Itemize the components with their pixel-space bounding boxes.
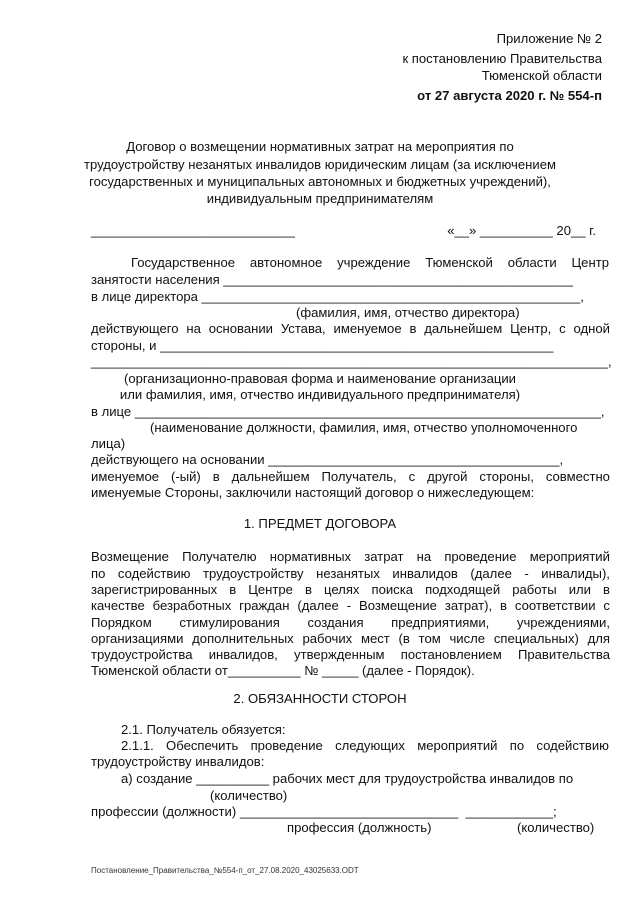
text-line: Тюменской области от__________ № _____ (далее - Порядок). [91, 663, 475, 678]
word: 2.1.1. [121, 738, 154, 753]
justified-line [91, 469, 610, 485]
field-caption: (фамилия, имя, отчество директора) [296, 305, 520, 320]
field-caption: (наименование должности, фамилия, имя, отчество уполномоченного [150, 420, 578, 435]
contract-title-line: Договор о возмещении нормативных затрат на мероприятия по [126, 139, 514, 154]
text-line: а) создание __________ рабочих мест для трудоустройства инвалидов по [121, 771, 574, 786]
justified-line [91, 647, 610, 663]
word: стороны, [479, 469, 534, 484]
contract-date: «__» __________ 20__ г. [447, 223, 596, 238]
word: мероприятий [529, 549, 610, 564]
word: - [346, 598, 352, 613]
word: дополнительных [192, 631, 294, 646]
text-line: занятости населения ________________________________________________ [91, 272, 573, 287]
word: содействию [536, 738, 609, 753]
word: инвалидов, [208, 647, 278, 662]
word: Порядком [91, 615, 152, 630]
word: или [568, 582, 591, 597]
word: с [603, 598, 610, 613]
justified-line [131, 255, 609, 271]
word: дальнейшем [231, 469, 310, 484]
word: Устава, [280, 321, 326, 336]
word: Получатель, [321, 469, 397, 484]
word: зарегистрированных [91, 582, 218, 597]
word: в [304, 582, 312, 597]
contract-title-line: индивидуальным предпринимателям [206, 191, 434, 206]
word: инвалидов [392, 566, 458, 581]
word: граждан [239, 598, 290, 613]
field-caption: (количество) [210, 788, 288, 803]
word: Центр, [510, 321, 552, 336]
word: том [418, 631, 441, 646]
word: на [416, 549, 432, 564]
field-caption: или фамилия, имя, отчество индивидуального предпринимателя) [119, 387, 521, 402]
word: мероприятий [417, 738, 498, 753]
word: постановлением [400, 647, 502, 662]
justified-line [91, 582, 610, 598]
word: в [409, 321, 417, 336]
text-line: действующего на основании ________________________________________, [91, 452, 564, 467]
word: качестве [91, 598, 145, 613]
word: Возмещение [359, 598, 437, 613]
word: создания [307, 615, 364, 630]
field-caption: лица) [91, 436, 126, 451]
word: другой [427, 469, 468, 484]
word: содействию [117, 566, 191, 581]
appendix-number: Приложение № 2 [496, 31, 602, 46]
justified-line [121, 738, 609, 754]
word: автономное [249, 255, 323, 270]
word: Тюменской [425, 255, 493, 270]
justified-line [91, 615, 610, 631]
field-caption: (организационно-правовая форма и наименование организации [124, 371, 516, 386]
word: Центр [571, 255, 609, 270]
section-heading: 2. ОБЯЗАННОСТИ СТОРОН [233, 691, 407, 706]
word: (в [398, 631, 410, 646]
text-line: стороны, и ______________________________________________________ [91, 338, 554, 353]
word: соответствии [514, 598, 596, 613]
word: трудоустройству [202, 566, 304, 581]
word: организациями [91, 631, 184, 646]
word: незанятых [316, 566, 380, 581]
word: по [509, 738, 525, 753]
word: в [603, 582, 610, 597]
word: в [212, 469, 220, 484]
text-line: именуемые Стороны, заключили настоящий договор о нижеследующем: [91, 485, 535, 500]
word: мест [360, 631, 390, 646]
word: с [559, 321, 566, 336]
word: дальнейшем [424, 321, 503, 336]
appendix-ref: к постановлению Правительства [402, 51, 602, 66]
word: именуемое [333, 321, 402, 336]
text-line: в лице директора ____________________________________________________, [91, 289, 584, 304]
justified-line [91, 566, 610, 582]
word: в [229, 582, 237, 597]
word: поиска [371, 582, 414, 597]
word: целях [323, 582, 360, 597]
text-line: профессии (должности) ______________________________ ____________; [91, 804, 557, 819]
word: - [524, 566, 529, 581]
word: на [186, 321, 201, 336]
word: затрат [364, 549, 404, 564]
appendix-region: Тюменской области [481, 68, 602, 83]
word: проведение [250, 738, 323, 753]
word: (-ый) [170, 469, 201, 484]
word: специальных) [493, 631, 579, 646]
word: Государственное [131, 255, 236, 270]
section-heading: 1. ПРЕДМЕТ ДОГОВОРА [243, 516, 397, 531]
text-line: 2.1. Получатель обязуется: [121, 722, 286, 737]
justified-line [91, 549, 610, 565]
word: стимулирования [179, 615, 280, 630]
word: учреждениями, [516, 615, 610, 630]
word: рабочих [302, 631, 353, 646]
word: предприятиями, [391, 615, 490, 630]
field-caption: профессия (должность) [287, 820, 432, 835]
word: учреждение [337, 255, 411, 270]
contract-title-line: трудоустройству незанятых инвалидов юридическим лицам (за исключением [84, 157, 556, 172]
word: Получателю [182, 549, 257, 564]
word: безработных [152, 598, 232, 613]
word: именуемое [91, 469, 160, 484]
word: числе [449, 631, 486, 646]
word: Обеспечить [166, 738, 239, 753]
word: трудоустройства [91, 647, 193, 662]
contract-title-line: государственных и муниципальных автономных и бюджетных учреждений), [89, 174, 551, 189]
text-line: в лице ________________________________________________________________, [91, 404, 605, 419]
word: (далее [297, 598, 339, 613]
word: области [507, 255, 557, 270]
word: Возмещение [91, 549, 169, 564]
word: основании [208, 321, 273, 336]
word: нормативных [269, 549, 352, 564]
text-line: трудоустройству инвалидов: [91, 754, 265, 769]
appendix-date: от 27 августа 2020 г. № 554-п [417, 88, 602, 103]
word: следующих [335, 738, 405, 753]
word: одной [573, 321, 610, 336]
word: для [587, 631, 610, 646]
word: по [91, 566, 106, 581]
document-footer: Постановление_Правительства_№554-п_от_27.08.2020_43025633.ODT [91, 866, 359, 875]
text-line: _______________________________________________________________________, [91, 354, 612, 369]
word: Центре [248, 582, 293, 597]
word: работы [512, 582, 557, 597]
word: проведение [444, 549, 517, 564]
word: (далее [470, 566, 512, 581]
justified-line [91, 631, 610, 647]
word: утвержденным [294, 647, 385, 662]
word: подходящей [425, 582, 501, 597]
word: затрат), [444, 598, 493, 613]
justified-line [91, 598, 610, 614]
field-caption: (количество) [517, 820, 595, 835]
word: совместно [545, 469, 610, 484]
word: действующего [91, 321, 179, 336]
justified-line [91, 321, 610, 337]
word: с [408, 469, 416, 484]
place-blank: ____________________________ [91, 223, 295, 238]
word: в [500, 598, 507, 613]
word: инвалиды), [541, 566, 610, 581]
word: Правительства [517, 647, 610, 662]
